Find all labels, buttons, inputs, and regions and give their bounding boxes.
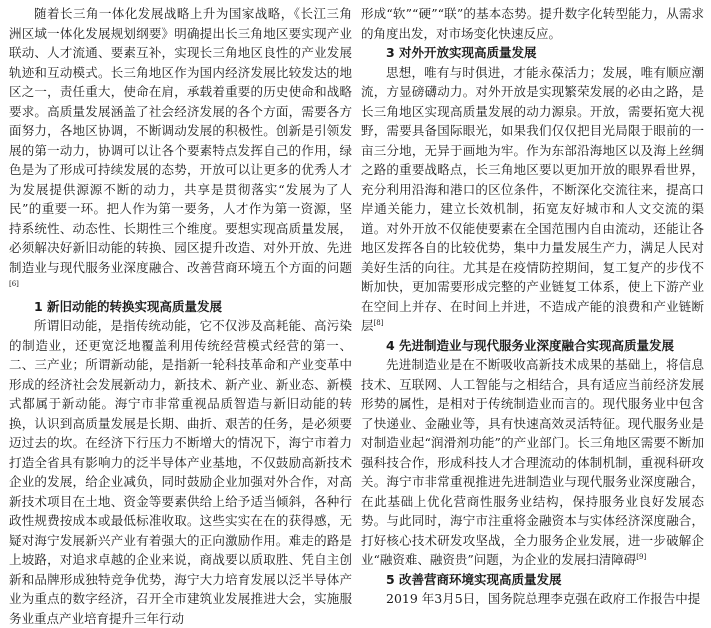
citation-9: [9] bbox=[636, 552, 647, 561]
section-4-heading: 4 先进制造业与现代服务业深度融合实现高质量发展 bbox=[386, 337, 675, 353]
intro-paragraph: 随着长三角一体化发展战略上升为国家战略，《长江三角洲区域一体化发展规划纲要》明确提出长三角地区要实现产业联动、人才流通、要素互补，实现长三角地区良性的产业发展轨迹和互动模式。长三角地区作为国内经济发展比较发达的地区之一，责任重大，使命在肩，承载着重要的历史使命和战略要求。高质量发展涵盖了社会经济发展的各个方面，需要各方面努力，各地区协调，不断调动发展的积极性。创新是引领发展的第一动力，协调可以让各个要素特点发挥自己的作用，绿色是为了形成可持续发展的态势，开放可以让更多的优秀人才为发展提供源源不断的动力，共享是贯彻落实“发展为了人民”的重要一环。把人作为第一要务，人才作为第一资源，坚持系统性、动态性、长期性三个维度。要想实现高质量发展，必须解决好新旧动能的转换、园区提升改造、对外开放、先进制造业与现代服务业深度融合、改善营商环境五个方面的问题[6] bbox=[9, 6, 352, 288]
section-2-continued-paragraph: 形成“软”“硬”“联”的基本态势。提升数字化转型能力，从需求的角度出发，对市场变化快速反应。 bbox=[361, 6, 704, 41]
left-column bbox=[9, 4, 352, 628]
section-3-paragraph: 思想，唯有与时俱进，才能永葆活力；发展，唯有顺应潮流，方显磅礴动力。对外开放是实现繁荣发展的必由之路，是长三角地区实现高质量发展的动力源泉。开放，需要拓宽大视野，需要具备国际眼光，如果我们仅仅把目光局限于眼前的一亩三分地，无异于画地为牢。作为东部沿海地区以及海上丝绸之路的重要战略点，长三角地区要以更加开放的眼界看世界，充分利用沿海和港口的区位条件，不断深化交流往来，提高口岸通关能力，建立长效机制，拓宽友好城市和人文交流的渠道。对外开放不仅能使要素在全国范围内自由流动，还能让各地区发挥各自的比较优势，集中力量发展生产力，满足人民对美好生活的向往。尤其是在疫情防控期间，复工复产的步伐不断加快，更加需要形成完整的产业链复工体系，使上下游产业在空间上并存、在时间上并进，不造成产能的浪费和产业链断层[8] bbox=[361, 64, 704, 333]
section-1-paragraph: 所谓旧动能，是指传统动能，它不仅涉及高耗能、高污染的制造业，还更宽泛地覆盖利用传统经营模式经营的第一、二、三产业；所谓新动能，是指新一轮科技革命和产业变革中形成的经济社会发展新动力，新技术、新产业、新业态、新模式都属于新动能。海宁市非常重视品质智造与新旧动能的转换，认识到高质量发展是长期、曲折、艰苦的任务，是必须要迈过去的坎。在经济下行压力不断增大的情况下，海宁市着力打造全省具有影响力的泛半导体产业基地，不仅鼓励高新技术企业的发展，给企业减负，同时鼓励企业加强对外合作，对高新技术项目在土地、资金等要素供给上给予适当倾斜，各种行政性规费按成本或最低标准收取。这些实实在在的获得感，无疑对海宁发展新兴产业有着强大的正向激励作用。难走的路是上坡路，对追求卓越的企业来说，商战要以质取胜、凭自主创新和品牌形成独特竞争优势，海宁大力培育发展以泛半导体产业为重点的数字经济，召开全市建筑业发展推进大会，实施服务业重点产业培育提升三年行动 bbox=[9, 318, 352, 626]
citation-8: [8] bbox=[373, 318, 384, 327]
section-3-heading: 3 对外开放实现高质量发展 bbox=[386, 45, 537, 60]
citation-6: [6] bbox=[9, 279, 19, 288]
right-column bbox=[361, 4, 704, 609]
section-5-paragraph: 2019 年3月5日，国务院总理李克强在政府工作报告中提 bbox=[386, 591, 701, 606]
section-1-heading: 1 新旧动能的转换实现高质量发展 bbox=[34, 298, 223, 314]
section-4-paragraph: 先进制造业是在不断吸收高新技术成果的基础上，将信息技术、互联网、人工智能与之相结合，具有适应当前经济发展形势的属性，是相对于传统制造业而言的。现代服务业中包含了快递业、金融业等，具有快速高效灵活特征。现代服务业是对制造业起“润滑剂功能”的产业部门。长三角地区需要不断加强科技合作，形成科技人才合理流动的体制机制，重视科研攻关。海宁市非常重视推进先进制造业与现代服务业深度融合，在此基础上优化营商性服务业结构，保持服务业良好发展态势。与此同时，海宁市注重将金融资本与实体经济深度融合，打好核心技术研发攻坚战，全力服务企业发展，进一步破解企业“融资难、融资贵”问题，为企业的发展扫清障碍[9] bbox=[361, 357, 704, 567]
section-5-heading: 5 改善营商环境实现高质量发展 bbox=[386, 571, 562, 587]
